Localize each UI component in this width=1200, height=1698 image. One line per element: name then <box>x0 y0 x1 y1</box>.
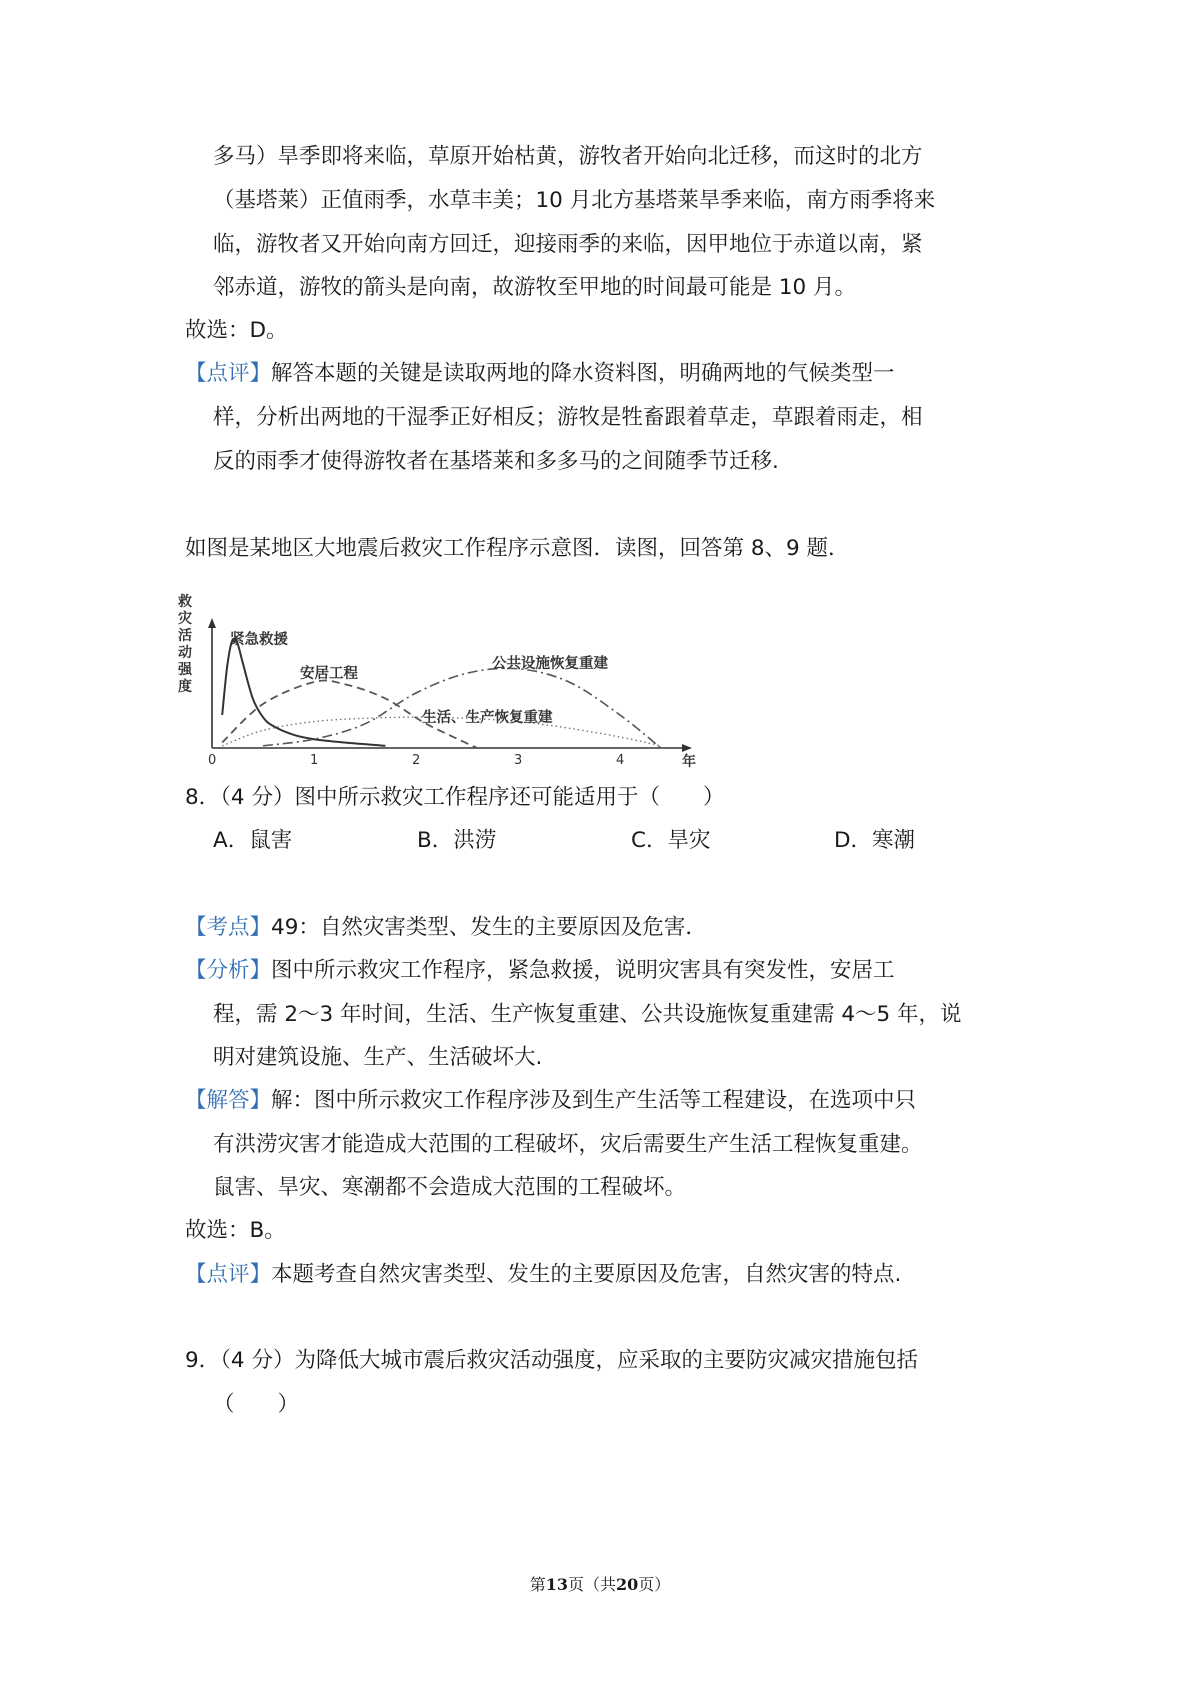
x-axis-arrow <box>682 744 692 752</box>
fenxi-line: 明对建筑设施、生产、生活破坏大. <box>213 1045 543 1070</box>
jieda-line <box>185 1086 916 1116</box>
q9-paren: （ ） <box>213 1392 300 1417</box>
answer-line: 故选：D。 <box>185 318 288 343</box>
analysis-line: 邻赤道，游牧的箭头是向南，故游牧至甲地的时间最可能是 10 月。 <box>213 275 857 300</box>
fenxi-line <box>185 956 895 986</box>
q8-option-b[interactable]: B．洪涝 <box>417 828 497 853</box>
comment-tag: 【点评】 <box>185 361 272 386</box>
answer-line: 故选：B。 <box>185 1218 286 1243</box>
x-tick-label: 2 <box>412 753 421 768</box>
y-axis-label-char: 灾 <box>178 611 192 627</box>
comment-text: 解答本题的关键是读取两地的降水资料图，明确两地的气候类型一 <box>271 361 895 386</box>
footer-total-pages: 20 <box>616 1575 639 1594</box>
jieda-tag: 【解答】 <box>185 1088 272 1113</box>
x-tick-label: 4 <box>616 753 625 768</box>
x-axis-label: 年 <box>682 754 696 770</box>
series-emergency-rescue-line <box>222 639 385 746</box>
question-intro: 如图是某地区大地震后救灾工作程序示意图．读图，回答第 8、9 题． <box>185 536 850 561</box>
q8-option-c[interactable]: C．旱灾 <box>631 828 711 853</box>
series-label-public-facilities: 公共设施恢复重建 <box>492 656 608 672</box>
footer-mid: 页（共 <box>567 1575 616 1594</box>
comment-line: 样，分析出两地的干湿季正好相反；游牧是牲畜跟着草走，草跟着雨走，相 <box>213 405 923 430</box>
y-axis-label-char: 强 <box>178 662 192 678</box>
q9-stem: 9．（4 分）为降低大城市震后救灾活动强度，应采取的主要防灾减灾措施包括 <box>185 1348 918 1373</box>
page-footer <box>0 1572 1200 1595</box>
fenxi-line: 程，需 2～3 年时间，生活、生产恢复重建、公共设施恢复重建需 4～5 年，说 <box>213 1002 962 1027</box>
series-label-emergency-rescue: 紧急救援 <box>230 632 288 648</box>
y-axis-label-char: 活 <box>178 628 192 644</box>
q8-option-a[interactable]: A．鼠害 <box>213 828 293 853</box>
comment-line <box>185 359 895 389</box>
jieda-line: 有洪涝灾害才能造成大范围的工程破坏，灾后需要生产生活工程恢复重建。 <box>213 1132 923 1157</box>
q8-option-d[interactable]: D．寒潮 <box>834 828 916 853</box>
y-axis-label-char: 度 <box>178 679 192 695</box>
footer-page-number: 13 <box>545 1575 568 1594</box>
x-tick-label: 3 <box>514 753 523 768</box>
dianping-line <box>185 1260 901 1290</box>
analysis-line: 多马）旱季即将来临，草原开始枯黄，游牧者开始向北迁移，而这时的北方 <box>213 144 923 169</box>
analysis-line: （基塔莱）正值雨季，水草丰美；10 月北方基塔莱旱季来临，南方雨季将来 <box>213 188 936 213</box>
dianping-tag: 【点评】 <box>185 1262 272 1287</box>
kaodian-tag: 【考点】 <box>185 915 272 940</box>
fenxi-text: 图中所示救灾工作程序，紧急救援，说明灾害具有突发性，安居工 <box>271 958 895 983</box>
jieda-line: 鼠害、旱灾、寒潮都不会造成大范围的工程破坏。 <box>213 1175 687 1200</box>
y-axis-label-char: 动 <box>178 645 192 661</box>
comment-line: 反的雨季才使得游牧者在基塔莱和多多马的之间随季节迁移. <box>213 449 779 474</box>
x-tick-label: 1 <box>310 753 319 768</box>
y-axis-label-char: 救 <box>178 594 192 610</box>
footer-suffix: 页） <box>638 1575 671 1594</box>
series-label-life-production: 生活、生产恢复重建 <box>422 710 553 726</box>
footer-prefix: 第 <box>529 1575 546 1594</box>
fenxi-tag: 【分析】 <box>185 958 272 983</box>
chart-series-group <box>222 639 661 748</box>
dianping-text: 本题考查自然灾害类型、发生的主要原因及危害，自然灾害的特点. <box>271 1262 902 1287</box>
kaodian-text: 49：自然灾害类型、发生的主要原因及危害． <box>271 915 707 940</box>
jieda-text: 解：图中所示救灾工作程序涉及到生产生活等工程建设，在选项中只 <box>271 1088 917 1113</box>
x-tick-label: 0 <box>208 753 217 768</box>
y-axis-arrow <box>208 618 216 628</box>
series-label-housing-project: 安居工程 <box>300 666 358 682</box>
chart-labels <box>177 593 696 770</box>
analysis-line: 临，游牧者又开始向南方回迁，迎接雨季的来临，因甲地位于赤道以南，紧 <box>213 232 923 257</box>
kaodian-line <box>185 913 707 943</box>
q8-stem: 8．（4 分）图中所示救灾工作程序还可能适用于（ ） <box>185 785 725 810</box>
